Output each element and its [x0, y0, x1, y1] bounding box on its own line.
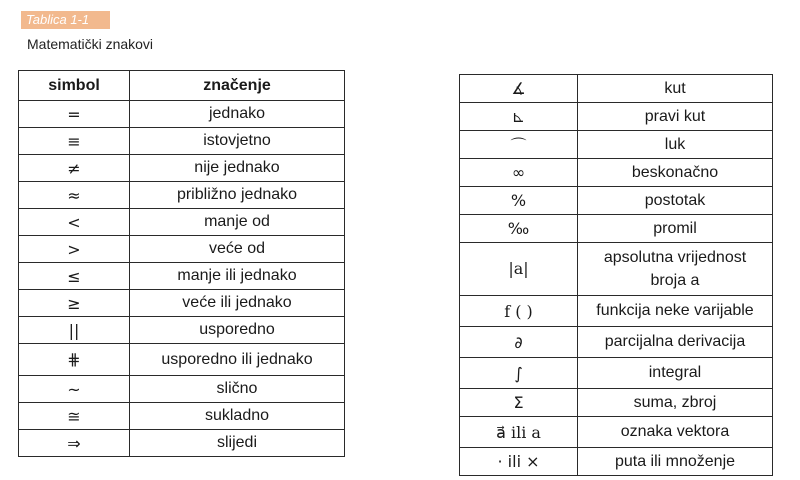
header-meaning: značenje — [130, 71, 345, 101]
table-row — [19, 101, 345, 128]
symbol-cell: Σ — [460, 389, 578, 417]
meaning-cell: puta ili množenje — [578, 448, 773, 476]
symbol-cell: ‰ — [460, 215, 578, 243]
meaning-cell: nije jednako — [130, 155, 345, 182]
table-row — [19, 236, 345, 263]
meaning-cell: istovjetno — [130, 128, 345, 155]
table-row — [19, 182, 345, 209]
math-symbols-table-right — [459, 74, 773, 476]
meaning-cell: funkcija neke varijable — [578, 296, 773, 327]
meaning-cell: približno jednako — [130, 182, 345, 209]
symbol-cell: < — [19, 209, 130, 236]
symbol-cell: ≠ — [19, 155, 130, 182]
table-row — [19, 155, 345, 182]
meaning-cell: kut — [578, 75, 773, 103]
meaning-cell: parcijalna derivacija — [578, 327, 773, 358]
symbol-cell: ≥ — [19, 290, 130, 317]
symbol-cell: ⋕ — [19, 344, 130, 376]
table-row — [19, 403, 345, 430]
symbol-cell: || — [19, 317, 130, 344]
meaning-cell: usporedno ili jednako — [130, 344, 345, 376]
table-row — [19, 209, 345, 236]
meaning-cell: luk — [578, 131, 773, 159]
table-row — [19, 128, 345, 155]
meaning-cell: manje ili jednako — [130, 263, 345, 290]
meaning-cell: jednako — [130, 101, 345, 128]
symbol-cell: ≤ — [19, 263, 130, 290]
symbol-cell: ∫ — [460, 358, 578, 389]
table-caption-label: Tablica 1-1 — [21, 11, 110, 29]
table-row — [460, 215, 773, 243]
meaning-cell: usporedno — [130, 317, 345, 344]
table-row — [19, 263, 345, 290]
table-row — [19, 376, 345, 403]
table-row — [460, 103, 773, 131]
meaning-cell: pravi kut — [578, 103, 773, 131]
meaning-line-1: apsolutna vrijednost — [603, 248, 747, 266]
meaning-cell: manje od — [130, 209, 345, 236]
table-row — [460, 358, 773, 389]
symbol-cell: ⌒ — [460, 131, 578, 159]
table-subtitle: Matematički znakovi — [27, 36, 154, 52]
meaning-cell: oznaka vektora — [578, 417, 773, 448]
symbol-cell: ≡ — [19, 128, 130, 155]
meaning-cell: suma, zbroj — [578, 389, 773, 417]
meaning-cell: postotak — [578, 187, 773, 215]
symbol-cell: ∡ — [460, 75, 578, 103]
symbol-cell: a⃗ ili a — [460, 417, 578, 448]
meaning-cell: slijedi — [130, 430, 345, 457]
symbol-cell: ≈ — [19, 182, 130, 209]
table-row — [460, 187, 773, 215]
table-row — [460, 296, 773, 327]
table-header-row — [19, 71, 345, 101]
meaning-line-2: broja a — [650, 272, 700, 289]
table-row — [460, 389, 773, 417]
symbol-cell: > — [19, 236, 130, 263]
meaning-cell: beskonačno — [578, 159, 773, 187]
meaning-cell: promil — [578, 215, 773, 243]
symbol-cell: ∞ — [460, 159, 578, 187]
table-row — [460, 75, 773, 103]
table-row — [460, 448, 773, 476]
symbol-cell: % — [460, 187, 578, 215]
table-row — [19, 290, 345, 317]
meaning-cell: veće ili jednako — [130, 290, 345, 317]
meaning-cell: sukladno — [130, 403, 345, 430]
table-row — [460, 159, 773, 187]
meaning-cell: slično — [130, 376, 345, 403]
table-row — [19, 317, 345, 344]
header-symbol: simbol — [19, 71, 130, 101]
table-row — [460, 131, 773, 159]
table-row — [19, 344, 345, 376]
symbol-cell: |a| — [460, 243, 578, 296]
symbol-cell: ⊾ — [460, 103, 578, 131]
symbol-cell: ≅ — [19, 403, 130, 430]
table-row — [460, 327, 773, 358]
math-symbols-table-left — [18, 70, 345, 457]
symbol-cell: ~ — [19, 376, 130, 403]
meaning-cell — [578, 243, 773, 296]
symbol-cell: ∂ — [460, 327, 578, 358]
symbol-cell: f ( ) — [460, 296, 578, 327]
table-row — [460, 417, 773, 448]
meaning-cell: veće od — [130, 236, 345, 263]
table-row — [19, 430, 345, 457]
table-row — [460, 243, 773, 296]
symbol-cell: · ili × — [460, 448, 578, 476]
symbol-cell: = — [19, 101, 130, 128]
symbol-cell: ⇒ — [19, 430, 130, 457]
meaning-cell: integral — [578, 358, 773, 389]
